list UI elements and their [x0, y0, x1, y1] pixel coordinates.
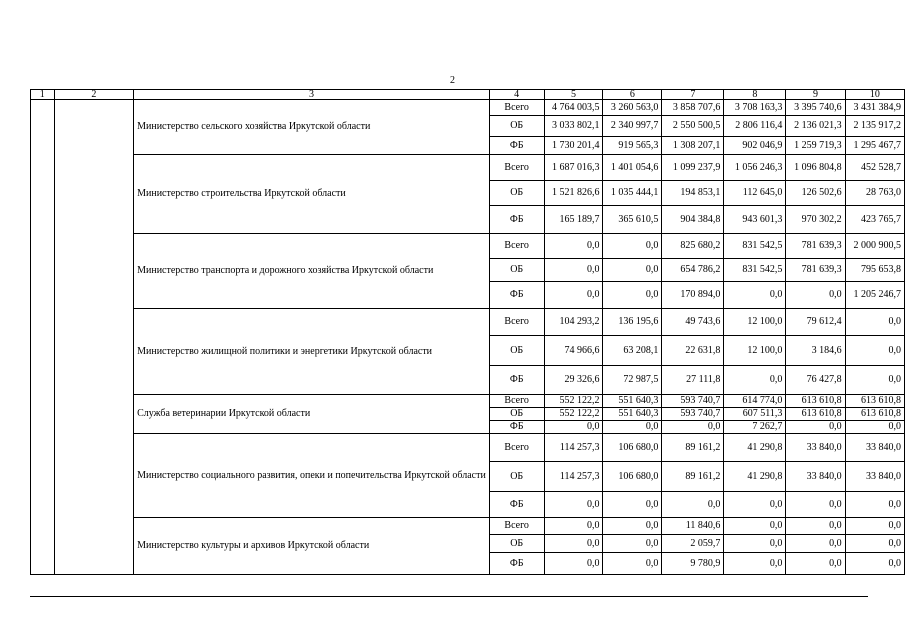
amount-cell: 74 966,6	[544, 336, 603, 366]
budget-type: ОБ	[489, 535, 544, 553]
amount-cell: 170 894,0	[662, 282, 724, 309]
amount-cell: 2 136 021,3	[786, 116, 845, 137]
amount-cell: 781 639,3	[786, 259, 845, 282]
budget-type: Всего	[489, 100, 544, 116]
budget-type: ФБ	[489, 553, 544, 575]
budget-type: ОБ	[489, 336, 544, 366]
amount-cell: 0,0	[786, 282, 845, 309]
column-header: 2	[54, 90, 134, 100]
budget-type: ФБ	[489, 206, 544, 234]
amount-cell: 613 610,8	[845, 395, 904, 408]
amount-cell: 28 763,0	[845, 181, 904, 206]
column-1-cell	[31, 100, 55, 575]
column-header: 3	[134, 90, 490, 100]
table-row	[31, 434, 905, 462]
amount-cell: 3 033 802,1	[544, 116, 603, 137]
organization-name: Министерство культуры и архивов Иркутской области	[134, 518, 490, 575]
amount-cell: 41 290,8	[724, 462, 786, 492]
amount-cell: 0,0	[845, 366, 904, 395]
amount-cell: 0,0	[662, 492, 724, 518]
amount-cell: 2 000 900,5	[845, 234, 904, 259]
amount-cell: 2 340 997,7	[603, 116, 662, 137]
budget-table	[30, 89, 905, 575]
amount-cell: 0,0	[544, 234, 603, 259]
table-row	[31, 309, 905, 336]
amount-cell: 114 257,3	[544, 434, 603, 462]
amount-cell: 89 161,2	[662, 462, 724, 492]
amount-cell: 63 208,1	[603, 336, 662, 366]
amount-cell: 76 427,8	[786, 366, 845, 395]
amount-cell: 72 987,5	[603, 366, 662, 395]
table-row	[31, 518, 905, 535]
amount-cell: 423 765,7	[845, 206, 904, 234]
amount-cell: 0,0	[724, 366, 786, 395]
column-header: 9	[786, 90, 845, 100]
amount-cell: 49 743,6	[662, 309, 724, 336]
amount-cell: 3 708 163,3	[724, 100, 786, 116]
amount-cell: 1 295 467,7	[845, 137, 904, 155]
amount-cell: 0,0	[544, 259, 603, 282]
budget-type: Всего	[489, 155, 544, 181]
amount-cell: 1 730 201,4	[544, 137, 603, 155]
organization-name: Министерство социального развития, опеки и попечительства Иркутской области	[134, 434, 490, 518]
budget-type: ОБ	[489, 408, 544, 421]
column-header: 7	[662, 90, 724, 100]
amount-cell: 0,0	[786, 553, 845, 575]
amount-cell: 7 262,7	[724, 421, 786, 434]
amount-cell: 0,0	[603, 518, 662, 535]
amount-cell: 0,0	[724, 282, 786, 309]
amount-cell: 112 645,0	[724, 181, 786, 206]
amount-cell: 0,0	[603, 282, 662, 309]
table-bottom-rule	[30, 596, 868, 597]
amount-cell: 0,0	[544, 518, 603, 535]
budget-type: Всего	[489, 395, 544, 408]
amount-cell: 0,0	[544, 492, 603, 518]
amount-cell: 11 840,6	[662, 518, 724, 535]
amount-cell: 0,0	[786, 535, 845, 553]
amount-cell: 2 059,7	[662, 535, 724, 553]
budget-type: ОБ	[489, 462, 544, 492]
amount-cell: 904 384,8	[662, 206, 724, 234]
budget-type: ФБ	[489, 421, 544, 434]
amount-cell: 126 502,6	[786, 181, 845, 206]
amount-cell: 194 853,1	[662, 181, 724, 206]
amount-cell: 943 601,3	[724, 206, 786, 234]
amount-cell: 29 326,6	[544, 366, 603, 395]
column-header: 4	[489, 90, 544, 100]
amount-cell: 136 195,6	[603, 309, 662, 336]
amount-cell: 104 293,2	[544, 309, 603, 336]
amount-cell: 1 308 207,1	[662, 137, 724, 155]
table-row	[31, 100, 905, 116]
amount-cell: 0,0	[544, 535, 603, 553]
table-row	[31, 234, 905, 259]
amount-cell: 0,0	[603, 234, 662, 259]
amount-cell: 33 840,0	[845, 462, 904, 492]
amount-cell: 1 401 054,6	[603, 155, 662, 181]
amount-cell: 0,0	[603, 535, 662, 553]
budget-type: Всего	[489, 309, 544, 336]
amount-cell: 9 780,9	[662, 553, 724, 575]
budget-type: ФБ	[489, 137, 544, 155]
amount-cell: 552 122,2	[544, 408, 603, 421]
amount-cell: 0,0	[845, 492, 904, 518]
amount-cell: 1 259 719,3	[786, 137, 845, 155]
budget-type: Всего	[489, 518, 544, 535]
amount-cell: 33 840,0	[786, 434, 845, 462]
amount-cell: 0,0	[724, 492, 786, 518]
column-header: 10	[845, 90, 904, 100]
organization-name: Министерство сельского хозяйства Иркутской области	[134, 100, 490, 155]
amount-cell: 0,0	[544, 282, 603, 309]
budget-type: ФБ	[489, 366, 544, 395]
amount-cell: 106 680,0	[603, 462, 662, 492]
amount-cell: 831 542,5	[724, 259, 786, 282]
amount-cell: 0,0	[662, 421, 724, 434]
amount-cell: 2 135 917,2	[845, 116, 904, 137]
amount-cell: 452 528,7	[845, 155, 904, 181]
amount-cell: 3 431 384,9	[845, 100, 904, 116]
amount-cell: 613 610,8	[786, 395, 845, 408]
table-row	[31, 395, 905, 408]
amount-cell: 0,0	[845, 336, 904, 366]
table-row	[31, 155, 905, 181]
budget-type: ОБ	[489, 259, 544, 282]
amount-cell: 0,0	[724, 535, 786, 553]
amount-cell: 12 100,0	[724, 336, 786, 366]
amount-cell: 79 612,4	[786, 309, 845, 336]
budget-type: ОБ	[489, 181, 544, 206]
amount-cell: 1 056 246,3	[724, 155, 786, 181]
organization-name: Министерство жилищной политики и энергетики Иркутской области	[134, 309, 490, 395]
amount-cell: 33 840,0	[845, 434, 904, 462]
budget-type: Всего	[489, 434, 544, 462]
amount-cell: 593 740,7	[662, 408, 724, 421]
amount-cell: 0,0	[603, 553, 662, 575]
amount-cell: 551 640,3	[603, 408, 662, 421]
amount-cell: 919 565,3	[603, 137, 662, 155]
amount-cell: 795 653,8	[845, 259, 904, 282]
page-number: 2	[450, 75, 455, 86]
amount-cell: 781 639,3	[786, 234, 845, 259]
amount-cell: 2 550 500,5	[662, 116, 724, 137]
amount-cell: 33 840,0	[786, 462, 845, 492]
amount-cell: 27 111,8	[662, 366, 724, 395]
amount-cell: 365 610,5	[603, 206, 662, 234]
amount-cell: 831 542,5	[724, 234, 786, 259]
amount-cell: 12 100,0	[724, 309, 786, 336]
amount-cell: 614 774,0	[724, 395, 786, 408]
amount-cell: 825 680,2	[662, 234, 724, 259]
amount-cell: 613 610,8	[845, 408, 904, 421]
amount-cell: 613 610,8	[786, 408, 845, 421]
budget-type: ОБ	[489, 116, 544, 137]
amount-cell: 2 806 116,4	[724, 116, 786, 137]
amount-cell: 1 687 016,3	[544, 155, 603, 181]
budget-type: ФБ	[489, 492, 544, 518]
amount-cell: 0,0	[603, 421, 662, 434]
amount-cell: 1 521 826,6	[544, 181, 603, 206]
column-header: 5	[544, 90, 603, 100]
column-header: 1	[31, 90, 55, 100]
amount-cell: 654 786,2	[662, 259, 724, 282]
amount-cell: 0,0	[845, 518, 904, 535]
amount-cell: 0,0	[786, 421, 845, 434]
amount-cell: 165 189,7	[544, 206, 603, 234]
amount-cell: 41 290,8	[724, 434, 786, 462]
amount-cell: 89 161,2	[662, 434, 724, 462]
organization-name: Министерство строительства Иркутской области	[134, 155, 490, 234]
amount-cell: 106 680,0	[603, 434, 662, 462]
amount-cell: 1 205 246,7	[845, 282, 904, 309]
column-2-cell	[54, 100, 134, 575]
amount-cell: 22 631,8	[662, 336, 724, 366]
amount-cell: 0,0	[724, 518, 786, 535]
amount-cell: 4 764 003,5	[544, 100, 603, 116]
amount-cell: 3 260 563,0	[603, 100, 662, 116]
amount-cell: 902 046,9	[724, 137, 786, 155]
column-header: 6	[603, 90, 662, 100]
amount-cell: 552 122,2	[544, 395, 603, 408]
organization-name: Служба ветеринарии Иркутской области	[134, 395, 490, 434]
amount-cell: 0,0	[544, 553, 603, 575]
budget-type: ФБ	[489, 282, 544, 309]
amount-cell: 3 858 707,6	[662, 100, 724, 116]
amount-cell: 1 099 237,9	[662, 155, 724, 181]
amount-cell: 0,0	[845, 553, 904, 575]
amount-cell: 0,0	[786, 492, 845, 518]
amount-cell: 114 257,3	[544, 462, 603, 492]
amount-cell: 593 740,7	[662, 395, 724, 408]
budget-type: Всего	[489, 234, 544, 259]
amount-cell: 0,0	[845, 535, 904, 553]
amount-cell: 1 096 804,8	[786, 155, 845, 181]
amount-cell: 970 302,2	[786, 206, 845, 234]
amount-cell: 1 035 444,1	[603, 181, 662, 206]
amount-cell: 607 511,3	[724, 408, 786, 421]
amount-cell: 0,0	[845, 309, 904, 336]
amount-cell: 0,0	[724, 553, 786, 575]
amount-cell: 3 184,6	[786, 336, 845, 366]
amount-cell: 0,0	[544, 421, 603, 434]
organization-name: Министерство транспорта и дорожного хозяйства Иркутской области	[134, 234, 490, 309]
amount-cell: 0,0	[603, 492, 662, 518]
column-header: 8	[724, 90, 786, 100]
amount-cell: 0,0	[845, 421, 904, 434]
amount-cell: 0,0	[786, 518, 845, 535]
amount-cell: 0,0	[603, 259, 662, 282]
header-row	[31, 90, 905, 100]
amount-cell: 3 395 740,6	[786, 100, 845, 116]
amount-cell: 551 640,3	[603, 395, 662, 408]
